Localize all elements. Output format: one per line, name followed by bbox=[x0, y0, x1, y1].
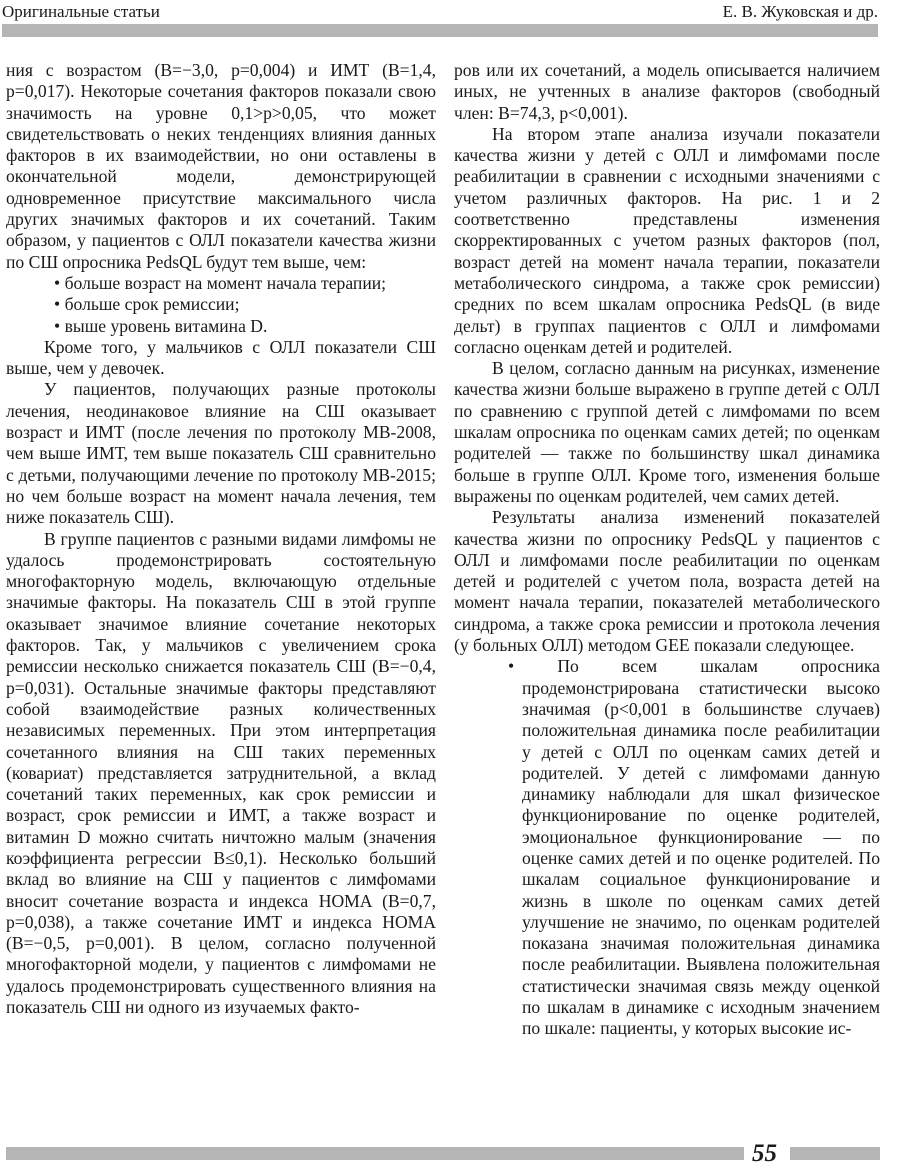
paragraph: На втором этапе анализа изучали показатели качества жизни у детей с ОЛЛ и лимфомами после реабилитации в сравнении с исходными значениями с учетом различных факторов. На рис. 1 и 2 соответственно представлены изменения скорректированных с учетом разных факторов (пол, возраст детей на момент начала терапии, показатели метаболического синдрома, а также срок ремиссии) средних по всем шкалам опросника PedsQL (в виде дельт) в группах пациентов с ОЛЛ и лимфомами согласно оценкам детей и родителей. bbox=[454, 123, 880, 357]
paragraph: В целом, согласно данным на рисунках, изменение качества жизни больше выражено в группе детей с ОЛЛ по сравнению с группой детей с лимфомами по всем шкалам опросника по оценкам самих детей; по оценкам родителей — также по большинству шкал динамика больше в группе ОЛЛ. Кроме того, изменения больше выражены по оценкам родителей, чем самих детей. bbox=[454, 358, 880, 506]
footer-rule bbox=[6, 1147, 744, 1160]
list-item: • выше уровень витамина D. bbox=[6, 316, 436, 337]
list-item: • больше возраст на момент начала терапии; bbox=[6, 273, 436, 294]
header-rule bbox=[2, 24, 878, 37]
paragraph: Результаты анализа изменений показателей качества жизни по опроснику PedsQL у пациентов с ОЛЛ и лимфомами после реабилитации по оценкам детей и родителей с учетом пола, возраста детей на момент начала терапии, показателей метаболического синдрома, а также срока ремиссии и протокола лечения (у больных ОЛЛ) методом GEE показали следующее. bbox=[454, 507, 880, 656]
page-number: 55 bbox=[752, 1140, 777, 1167]
right-column bbox=[454, 60, 880, 1040]
authors: Е. В. Жуковская и др. bbox=[722, 2, 878, 21]
footer-rule-right bbox=[790, 1147, 880, 1160]
paragraph: В группе пациентов с разными видами лимфомы не удалось продемонстрировать состоятельную многофакторную модель, включающую отдельные значимые факторы. На показатель СШ в этой группе оказывает значимое влияние сочетание некоторых факторов. Так, у мальчиков с увеличением срока ремиссии несколько снижается показатель СШ (B=−0,4, p=0,031). Остальные значимые факторы представляют собой взаимодействие разных количественных независимых переменных. При этом интерпретация сочетанного влияния на СШ таких переменных (ковариат) представляется затруднительной, а вклад сочетаний таких переменных, как срок ремиссии и возраст, срок ремиссии и ИМТ, а также возраст и витамин D можно считать ничтожно малым (значения коэффициента регрессии B≤0,1). Несколько больший вклад во влияние на СШ у пациентов с лимфомами вносит сочетание возраста и индекса HOMA (B=0,7, p=0,038), а также сочетание ИМТ и индекса HOMA (B=−0,5, p=0,001). В целом, согласно полученной многофакторной модели, у пациентов с лимфомами не удалось продемонстрировать существенного влияния на показатель СШ ни одного из изучаемых факто- bbox=[6, 528, 436, 1018]
left-column bbox=[6, 60, 436, 1018]
paragraph: У пациентов, получающих разные протоколы лечения, неодинаковое влияние на СШ оказывает возраст и ИМТ (после лечения по протоколу МВ-2008, чем выше ИМТ, тем выше показатель СШ сравнительно с детьми, получающими лечение по протоколу МВ-2015; но чем больше возраст на момент начала лечения, тем ниже показатель СШ). bbox=[6, 379, 436, 528]
section-title: Оригинальные статьи bbox=[2, 2, 160, 21]
paragraph: Кроме того, у мальчиков с ОЛЛ показатели СШ выше, чем у девочек. bbox=[6, 336, 436, 379]
list-item: • больше срок ремиссии; bbox=[6, 294, 436, 315]
list-item: • По всем шкалам опросника продемонстрирована статистически высоко значимая (p<0,001 в большинстве случаев) положительная динамика после реабилитации у детей с ОЛЛ по оценкам самих детей и родителей. У детей с лимфомами данную динамику наблюдали для шкал физическое функционирование по оценке родителей, эмоциональное функционирование — по оценке самих детей и по оценке родителей. По шкалам социальное функционирование и жизнь в школе по оценкам самих детей улучшение не значимо, по оценкам родителей показана значимая положительная динамика после реабилитации. Выявлена положительная статистически значимая связь между оценкой по шкалам в динамике с исходным значением по шкале: пациенты, у которых высокие ис- bbox=[454, 656, 880, 1039]
paragraph: ров или их сочетаний, а модель описывается наличием иных, не учтенных в анализе факторов (свободный член: B=74,3, p<0,001). bbox=[454, 60, 880, 123]
paragraph: ния с возрастом (B=−3,0, p=0,004) и ИМТ (B=1,4, p=0,017). Некоторые сочетания факторов показали свою значимость на уровне 0,1>p>0,05, что может свидетельствовать о неких тенденциях влияния данных факторов в их взаимодействии, но они оставлены в окончательной модели, демонстрирующей одновременное присутствие максимального числа других значимых факторов и их сочетаний. Таким образом, у пациентов с ОЛЛ показатели качества жизни по СШ опросника PedsQL будут тем выше, чем: bbox=[6, 60, 436, 272]
page-header bbox=[0, 0, 900, 24]
